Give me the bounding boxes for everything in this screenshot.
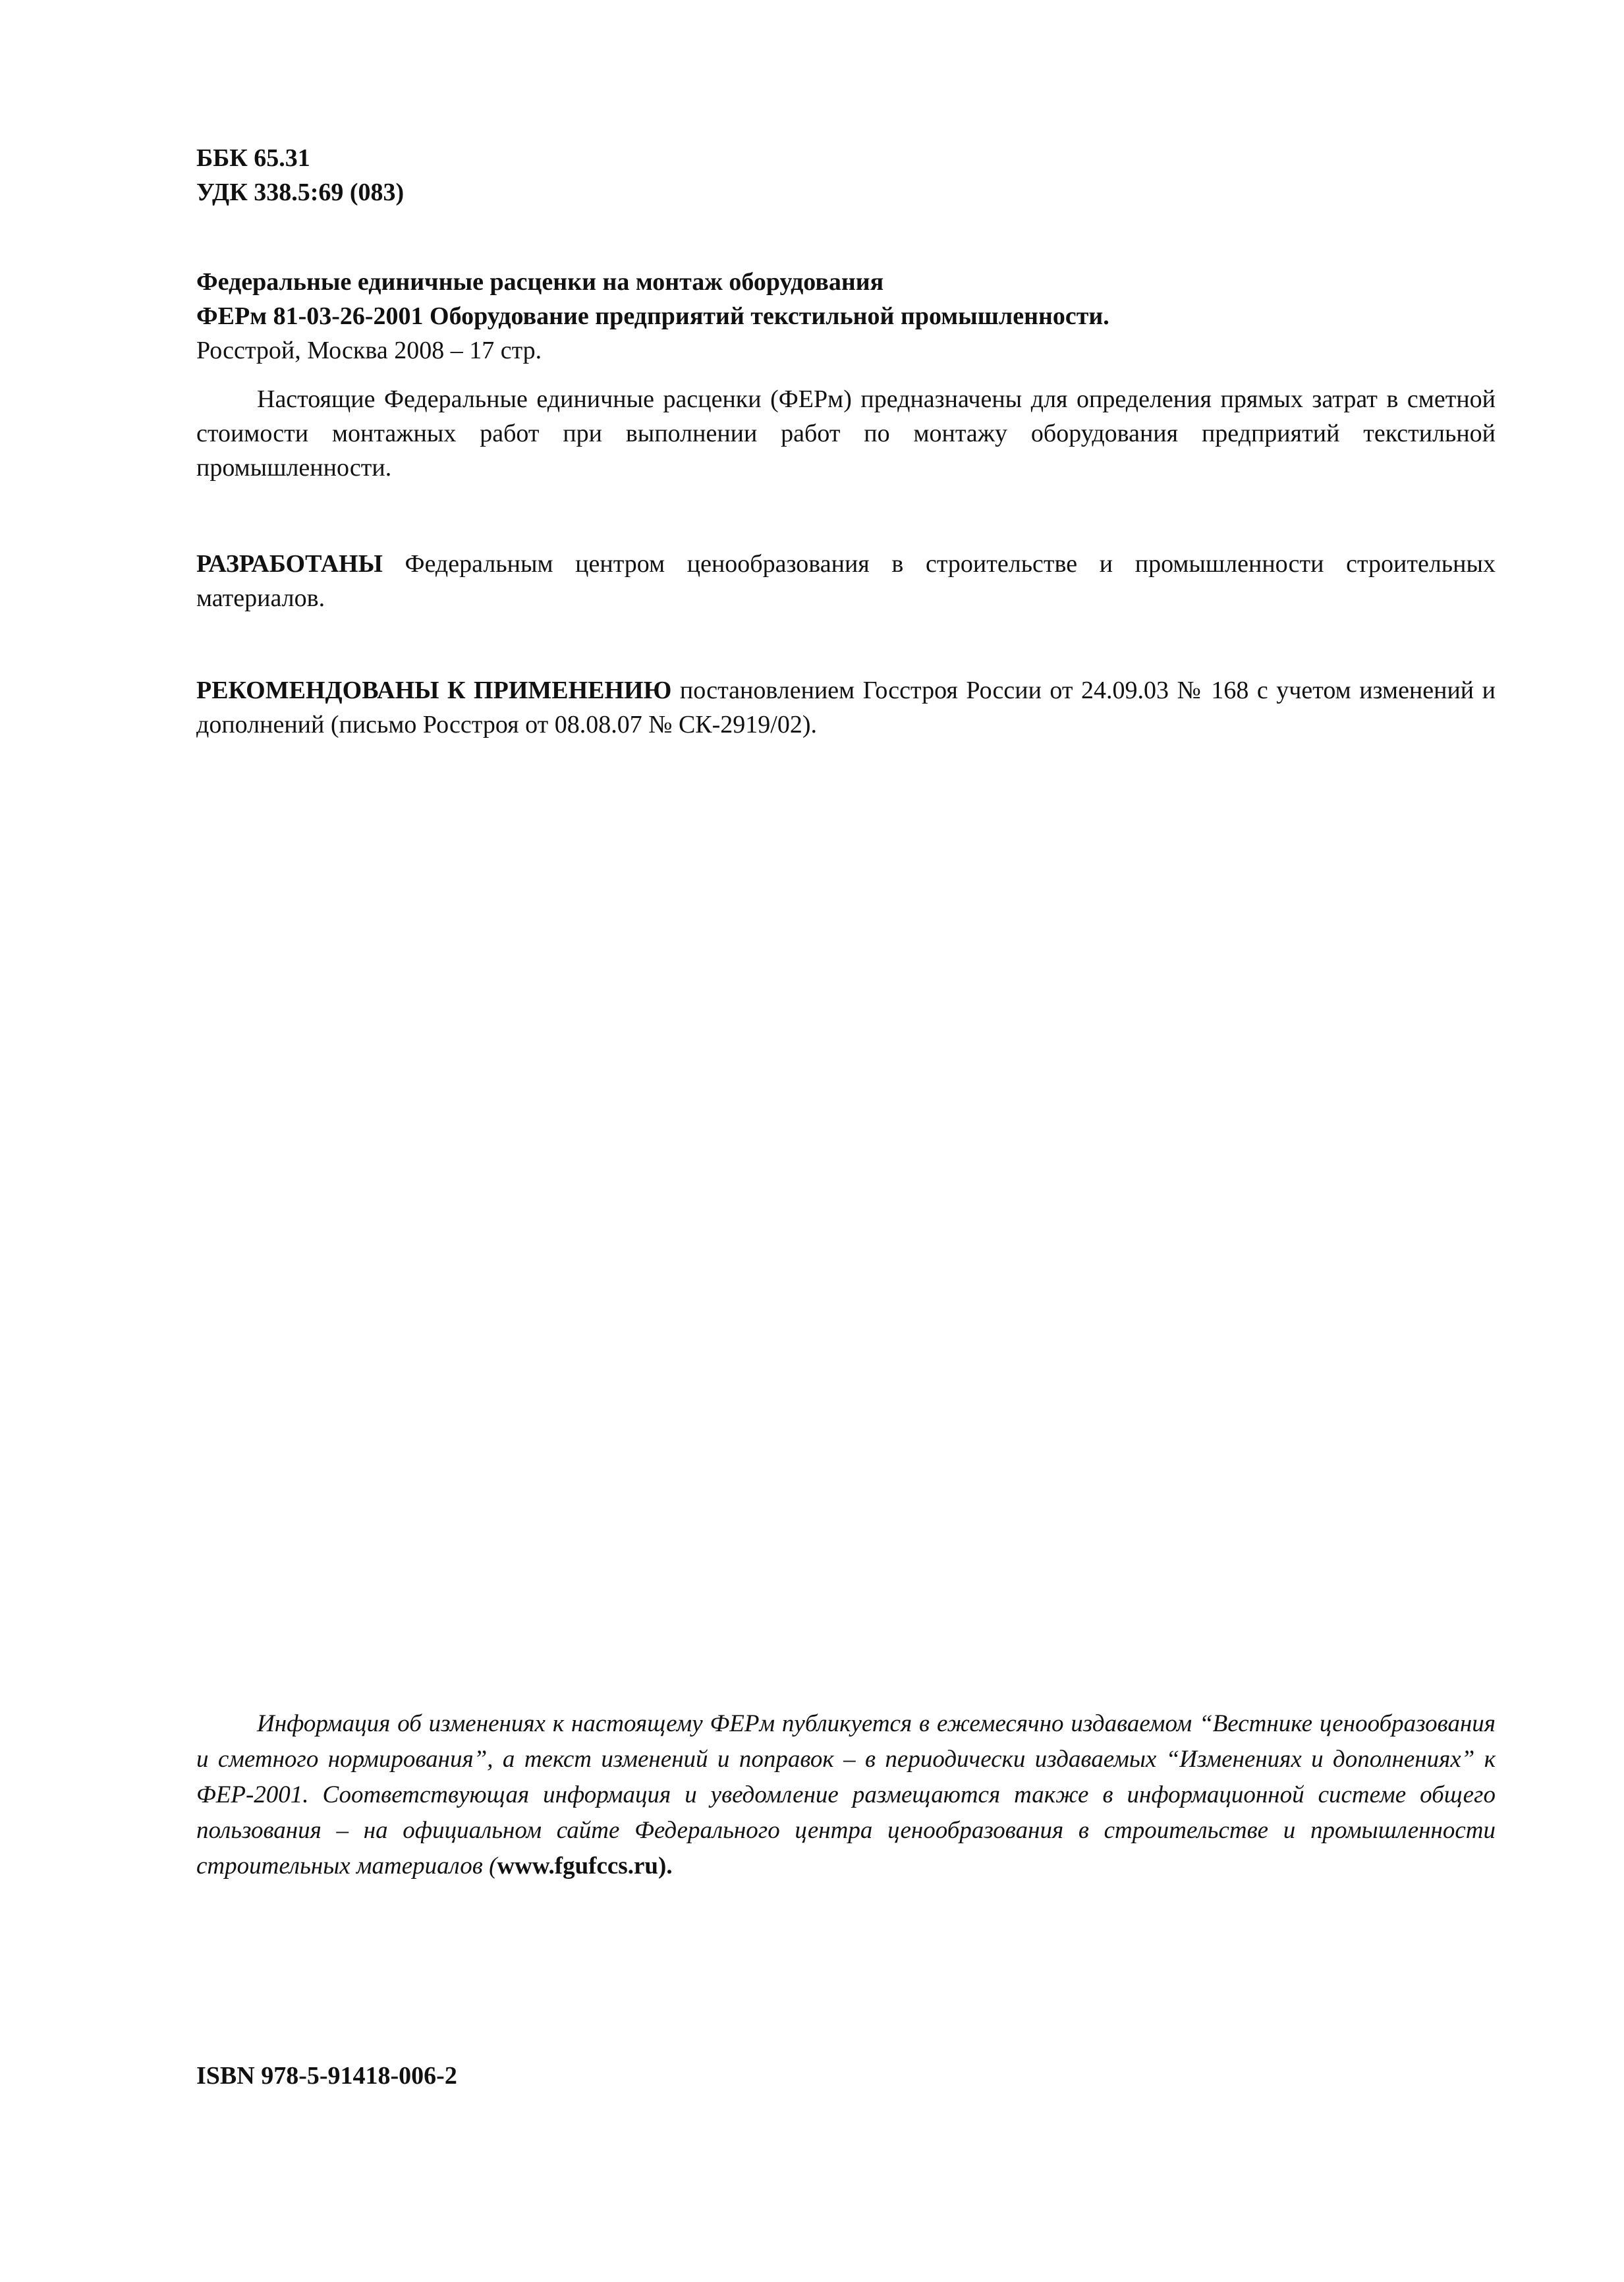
purpose-paragraph: Настоящие Федеральные единичные расценки (ФЕРм) предназначены для определения прямых затрат в сметной стоимости монтажных работ при выполнении работ по монтажу оборудования предприятий текстильной промышленности. (196, 385, 1496, 482)
changes-info-text: Информация об изменениях к настоящему ФЕРм публикуется в ежемесячно издаваемом “Вестнике ценообразования и сметного нормирования”, а текст изменений и поправок – в периодически издаваемых “Изменениях и дополнениях” к ФЕР-2001. Соответствующая информация и уведомление размещаются также в информационной системе общего пользования – на официальном сайте Федерального центра ценообразования в строительстве и промышленности строительных материалов ( (196, 1710, 1496, 1879)
website-link[interactable]: www.fgufccs.ru (497, 1852, 658, 1879)
title-line-main: Федеральные единичные расценки на монтаж оборудования (196, 268, 884, 296)
recommended-paragraph (196, 673, 1496, 742)
developed-text: Федеральным центром ценообразования в строительстве и промышленности строительных материалов. (196, 550, 1496, 612)
recommended-text: постановлением Госстроя России от 24.09.03 № 168 с учетом изменений и дополнений (письмо Росстроя от 08.08.07 № СК-2919/02). (196, 677, 1496, 738)
isbn-number: ISBN 978-5-91418-006-2 (196, 2062, 457, 2090)
document-title-block (196, 265, 1496, 368)
udk-code: УДК 338.5:69 (083) (196, 179, 405, 206)
changes-info-paragraph (196, 1706, 1496, 1884)
developed-paragraph (196, 547, 1496, 615)
developed-label: РАЗРАБОТАНЫ (196, 550, 383, 578)
changes-info-tail: ). (658, 1852, 673, 1879)
title-line-code: ФЕРм 81-03-26-2001 Оборудование предприятий текстильной промышленности. (196, 302, 1109, 330)
publisher-line: Росстрой, Москва 2008 – 17 стр. (196, 337, 542, 364)
classification-codes (196, 141, 1496, 209)
recommended-label: РЕКОМЕНДОВАНЫ К ПРИМЕНЕНИЮ (196, 677, 672, 704)
bbk-code: ББК 65.31 (196, 144, 310, 172)
